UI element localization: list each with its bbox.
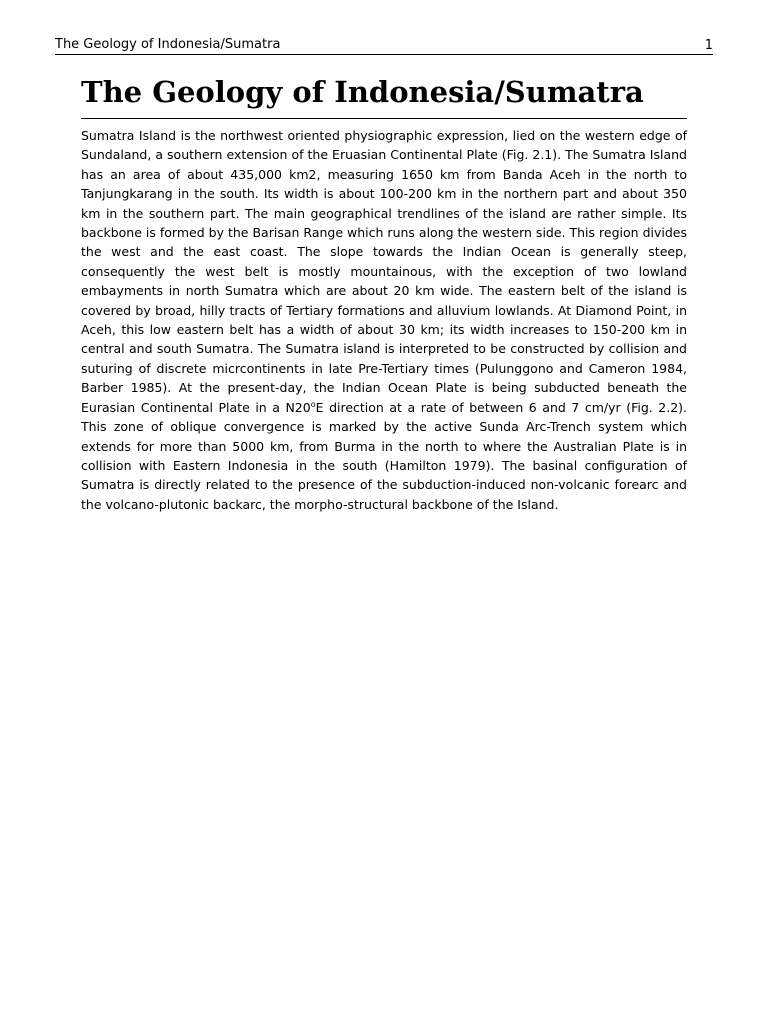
running-header xyxy=(55,36,713,54)
degree-superscript: o xyxy=(310,399,316,409)
title-divider xyxy=(81,118,687,119)
document-title: The Geology of Indonesia/Sumatra xyxy=(81,75,644,109)
paragraph-text-part-2: E direction at a rate of between 6 and 7 cm/yr (Fig. 2.2). This zone of oblique convergence is marked by the active Sunda Arc-Trench system which extends for more than 5000 km, from Burma in the north to where the Australian Plate is in collision with Eastern Indonesia in the south (Hamilton 1979). The basinal configuration of Sumatra is directly related to the presence of the subduction-induced non-volcanic forearc and the volcano-plutonic backarc, the morpho-structural backbone of the Island. xyxy=(81,399,687,512)
running-header-title: The Geology of Indonesia/Sumatra xyxy=(55,37,281,52)
header-divider xyxy=(55,54,713,55)
page-number: 1 xyxy=(704,38,713,53)
paragraph-text-part-1: Sumatra Island is the northwest oriented physiographic expression, lied on the western edge of Sundaland, a southern extension of the Eruasian Continental Plate (Fig. 2.1). The Sumatra Island has an area of about 435,000 km2, measuring 1650 km from Banda Aceh in the north to Tanjungkarang in the south. Its width is about 100-200 km in the northern part and about 350 km in the southern part. The main geographical trendlines of the island are rather simple. Its backbone is formed by the Barisan Range which runs along the western side. This region divides the west and the east coast. The slope towards the Indian Ocean is generally steep, consequently the west belt is mostly mountainous, with the exception of two lowland embayments in north Sumatra which are about 20 km wide. The eastern belt of the island is covered by broad, hilly tracts of Tertiary formations and alluvium lowlands. At Diamond Point, in Aceh, this low eastern belt has a width of about 30 km; its width increases to 150-200 km in central and south Sumatra. The Sumatra island is interpreted to be constructed by collision and suturing of discrete micrcontinents in late Pre-Tertiary times (Pulunggono and Cameron 1984, Barber 1985). At the present-day, the Indian Ocean Plate is being subducted beneath the Eurasian Continental Plate in a N20 xyxy=(81,128,687,415)
body-paragraph xyxy=(81,126,687,514)
